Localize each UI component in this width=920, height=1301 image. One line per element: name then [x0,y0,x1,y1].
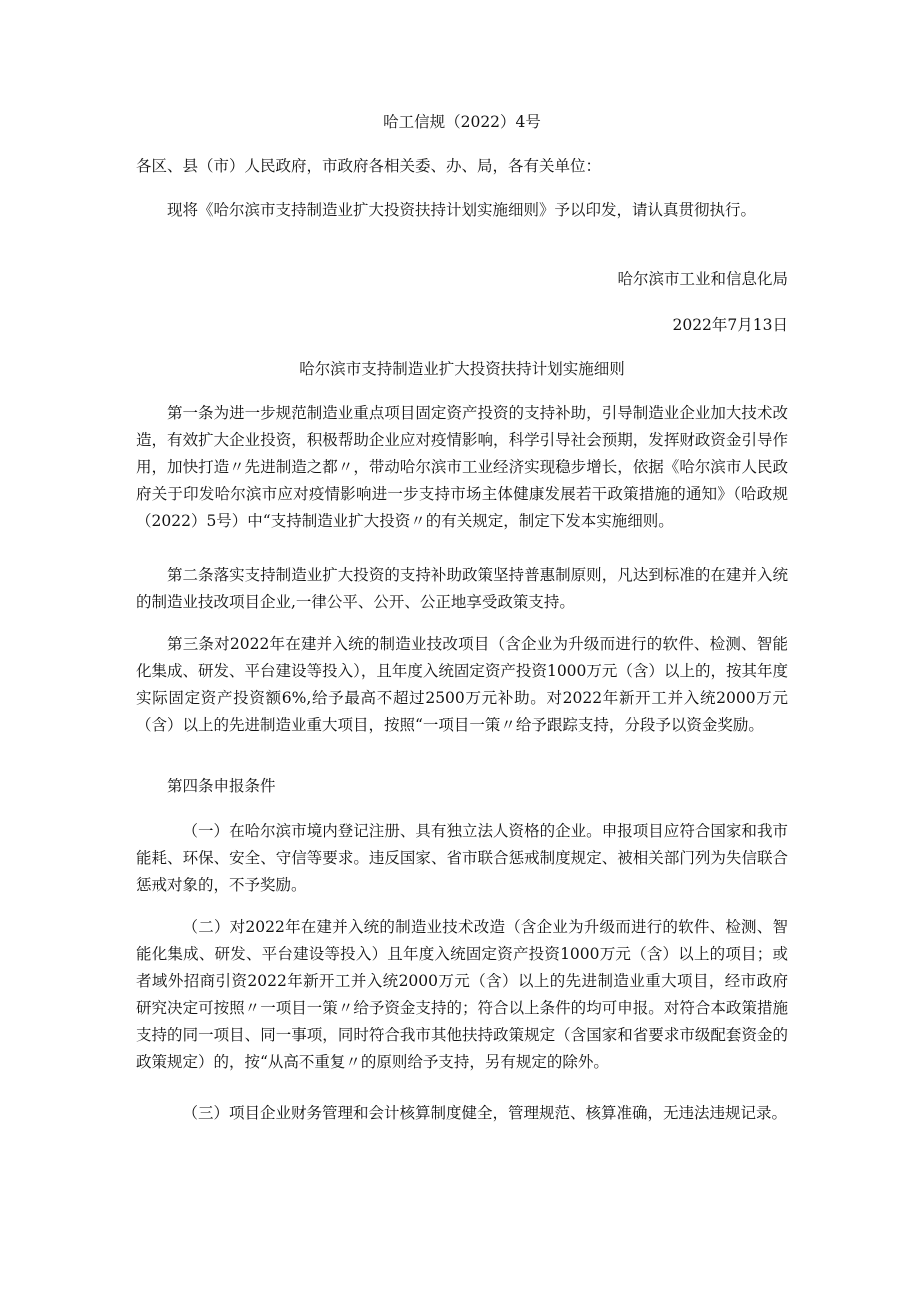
clause-2: （二）对2022年在建并入统的制造业技术改造（含企业为升级而进行的软件、检测、智能化集成、研发、平台建设等投入）且年度入统固定资产投资1000万元（含）以上的项目；或者域外招商引资2022年新开工并入统2000万元（含）以上的先进制造业重大项目，经市政府研究决定可按照〃一项目一策〃给予资金支持的；符合以上条件的均可申报。对符合本政策措施支持的同一项目、同一事项，同时符合我市其他扶持政策规定（含国家和省要求市级配套资金的政策规定）的，按“从高不重复〃的原则给予支持，另有规定的除外。 [136,918,788,1071]
addressee: 各区、县（市）人民政府，市政府各相关委、办、局，各有关单位： [136,157,602,175]
notice-paragraph: 现将《哈尔滨市支持制造业扩大投资扶持计划实施细则》予以印发，请认真贯彻执行。 [167,201,757,219]
issuing-authority: 哈尔滨市工业和信息化局 [617,270,788,288]
article-1: 第一条为进一步规范制造业重点项目固定资产投资的支持补助，引导制造业企业加大技术改造，有效扩大企业投资，积极帮助企业应对疫情影响，科学引导社会预期，发挥财政资金引导作用，加快打造〃先进制造之都〃，带动哈尔滨市工业经济实现稳步增长，依据《哈尔滨市人民政府关于印发哈尔滨市应对疫情影响进一步支持市场主体健康发展若干政策措施的通知》（哈政规（2022）5号）中“支持制造业扩大投资〃的有关规定，制定下发本实施细则。 [136,404,788,530]
document-number: 哈工信规（2022）4号 [383,113,541,131]
rules-title: 哈尔滨市支持制造业扩大投资扶持计划实施细则 [299,360,625,378]
article-4-title: 第四条申报条件 [167,777,276,795]
issue-date: 2022年7月13日 [672,316,788,334]
clause-1: （一）在哈尔滨市境内登记注册、具有独立法人资格的企业。申报项目应符合国家和我市能耗、环保、安全、守信等要求。违反国家、省市联合惩戒制度规定、被相关部门列为失信联合惩戒对象的，不予奖励。 [136,822,788,894]
article-2: 第二条落实支持制造业扩大投资的支持补助政策坚持普惠制原则，凡达到标准的在建并入统的制造业技改项目企业,一律公平、公开、公正地享受政策支持。 [136,566,788,611]
clause-3: （三）项目企业财务管理和会计核算制度健全，管理规范、核算准确，无违法违规记录。 [182,1104,788,1122]
article-3: 第三条对2022年在建并入统的制造业技改项目（含企业为升级而进行的软件、检测、智能化集成、研发、平台建设等投入），且年度入统固定资产投资1000万元（含）以上的，按其年度实际固定资产投资额6%,给予最高不超过2500万元补助。对2022年新开工并入统2000万元（含）以上的先进制造业重大项目，按照“一项目一策〃给予跟踪支持，分段予以资金奖励。 [136,635,788,734]
